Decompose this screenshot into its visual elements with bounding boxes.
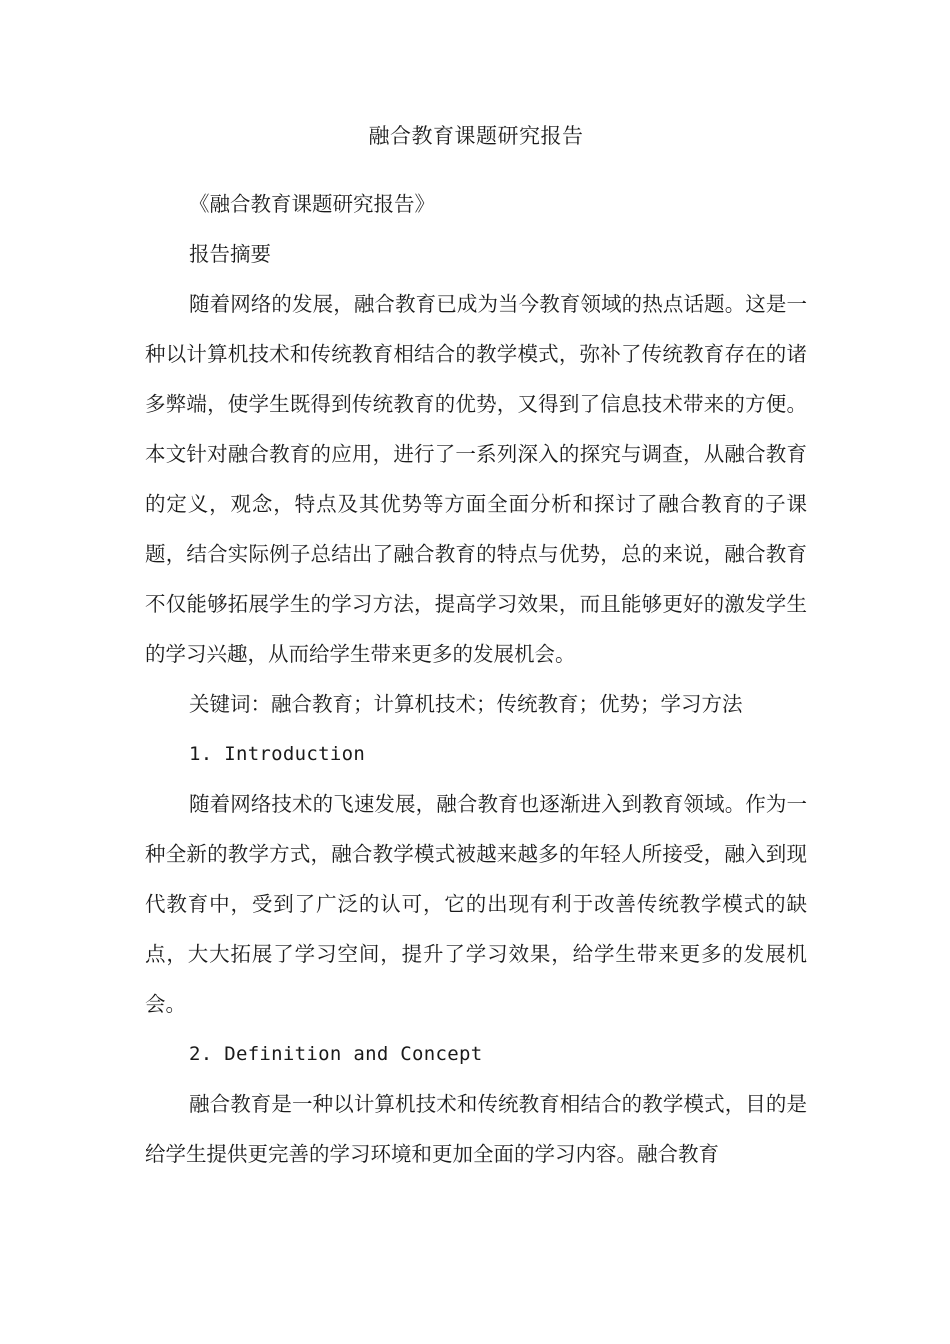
document-title: 融合教育课题研究报告 bbox=[368, 124, 584, 148]
abstract-paragraph: 随着网络的发展，融合教育已成为当今教育领域的热点话题。这是一种以计算机技术和传统教育相结合的教学模式，弥补了传统教育存在的诸多弊端，使学生既得到传统教育的优势，又得到了信息技术带来的方便。本文针对融合教育的应用，进行了一系列深入的探究与调查，从融合教育的定义，观念，特点及其优势等方面全面分析和探讨了融合教育的子课题，结合实际例子总结出了融合教育的特点与优势，总的来说，融合教育不仅能够拓展学生的学习方法，提高学习效果，而且能够更好的激发学生的学习兴趣，从而给学生带来更多的发展机会。 bbox=[145, 292, 807, 666]
section-heading-introduction: 1. Introduction bbox=[189, 743, 366, 765]
document-body bbox=[145, 116, 807, 1179]
report-title-line: 《融合教育课题研究报告》 bbox=[189, 192, 435, 216]
introduction-paragraph: 随着网络技术的飞速发展，融合教育也逐渐进入到教育领域。作为一种全新的教学方式，融合教学模式被越来越多的年轻人所接受，融入到现代教育中，受到了广泛的认可，它的出现有利于改善传统教学模式的缺点，大大拓展了学习空间，提升了学习效果，给学生带来更多的发展机会。 bbox=[145, 792, 807, 1016]
abstract-heading: 报告摘要 bbox=[189, 242, 271, 266]
keywords-line: 关键词：融合教育；计算机技术；传统教育；优势；学习方法 bbox=[189, 692, 743, 716]
definition-paragraph: 融合教育是一种以计算机技术和传统教育相结合的教学模式，目的是给学生提供更完善的学习环境和更加全面的学习内容。融合教育 bbox=[145, 1092, 807, 1166]
section-heading-definition: 2. Definition and Concept bbox=[189, 1043, 483, 1065]
